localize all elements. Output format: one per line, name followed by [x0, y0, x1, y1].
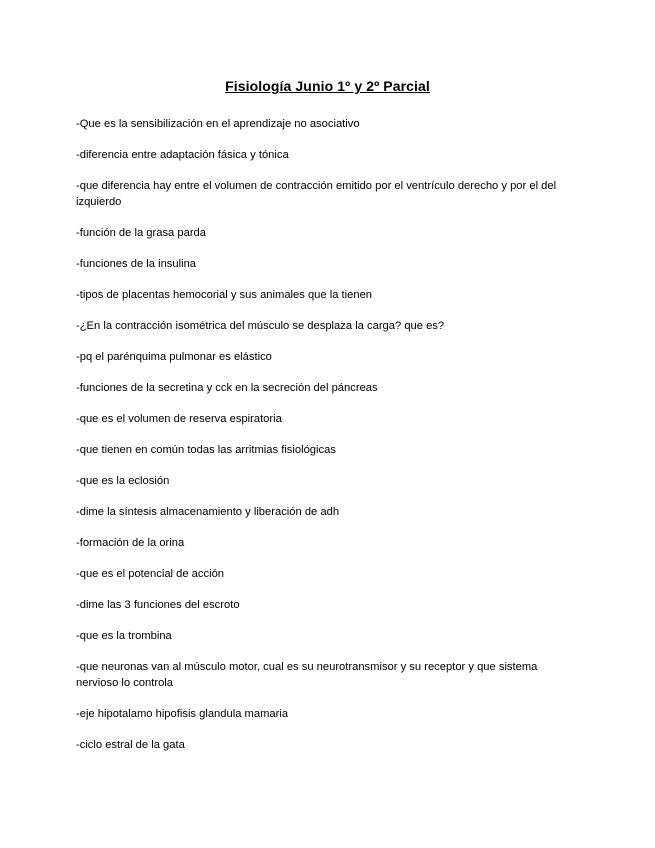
question-item: -dime las 3 funciones del escroto	[76, 599, 240, 611]
question-item: -que tienen en común todas las arritmias fisiológicas	[76, 444, 336, 456]
question-item: -ciclo estral de la gata	[76, 739, 185, 751]
question-item: -que es la trombina	[76, 630, 172, 642]
question-item: -que es el volumen de reserva espiratoria	[76, 413, 282, 425]
question-item: -función de la grasa parda	[76, 227, 206, 239]
question-item: -funciones de la insulina	[76, 258, 197, 270]
question-item: -funciones de la secretina y cck en la secreción del páncreas	[76, 382, 378, 394]
question-item: -tipos de placentas hemocorial y sus animales que la tienen	[76, 289, 373, 301]
question-item: -pq el parénquima pulmonar es elástico	[76, 351, 272, 363]
question-item: -que neuronas van al músculo motor, cual es su neurotransmisor y su receptor y que sistema nervioso lo controla	[76, 661, 538, 689]
question-item: -formación de la orina	[76, 537, 185, 549]
question-item: -eje hipotalamo hipofisis glandula mamaria	[76, 708, 289, 720]
question-item: -que diferencia hay entre el volumen de contracción emitido por el ventrículo derecho y por el del izquierdo	[76, 180, 557, 208]
document-title: Fisiología Junio 1º y 2º Parcial	[225, 78, 430, 94]
question-list	[76, 116, 576, 768]
question-item: -que es la eclosión	[76, 475, 170, 487]
question-item: -¿En la contracción isométrica del músculo se desplaza la carga? que es?	[76, 320, 445, 332]
question-item: -dime la síntesis almacenamiento y liberación de adh	[76, 506, 340, 518]
question-item: -diferencia entre adaptación fásica y tónica	[76, 149, 289, 161]
question-item: -Que es la sensibilización en el aprendizaje no asociativo	[76, 118, 360, 130]
question-item: -que es el potencial de acción	[76, 568, 225, 580]
